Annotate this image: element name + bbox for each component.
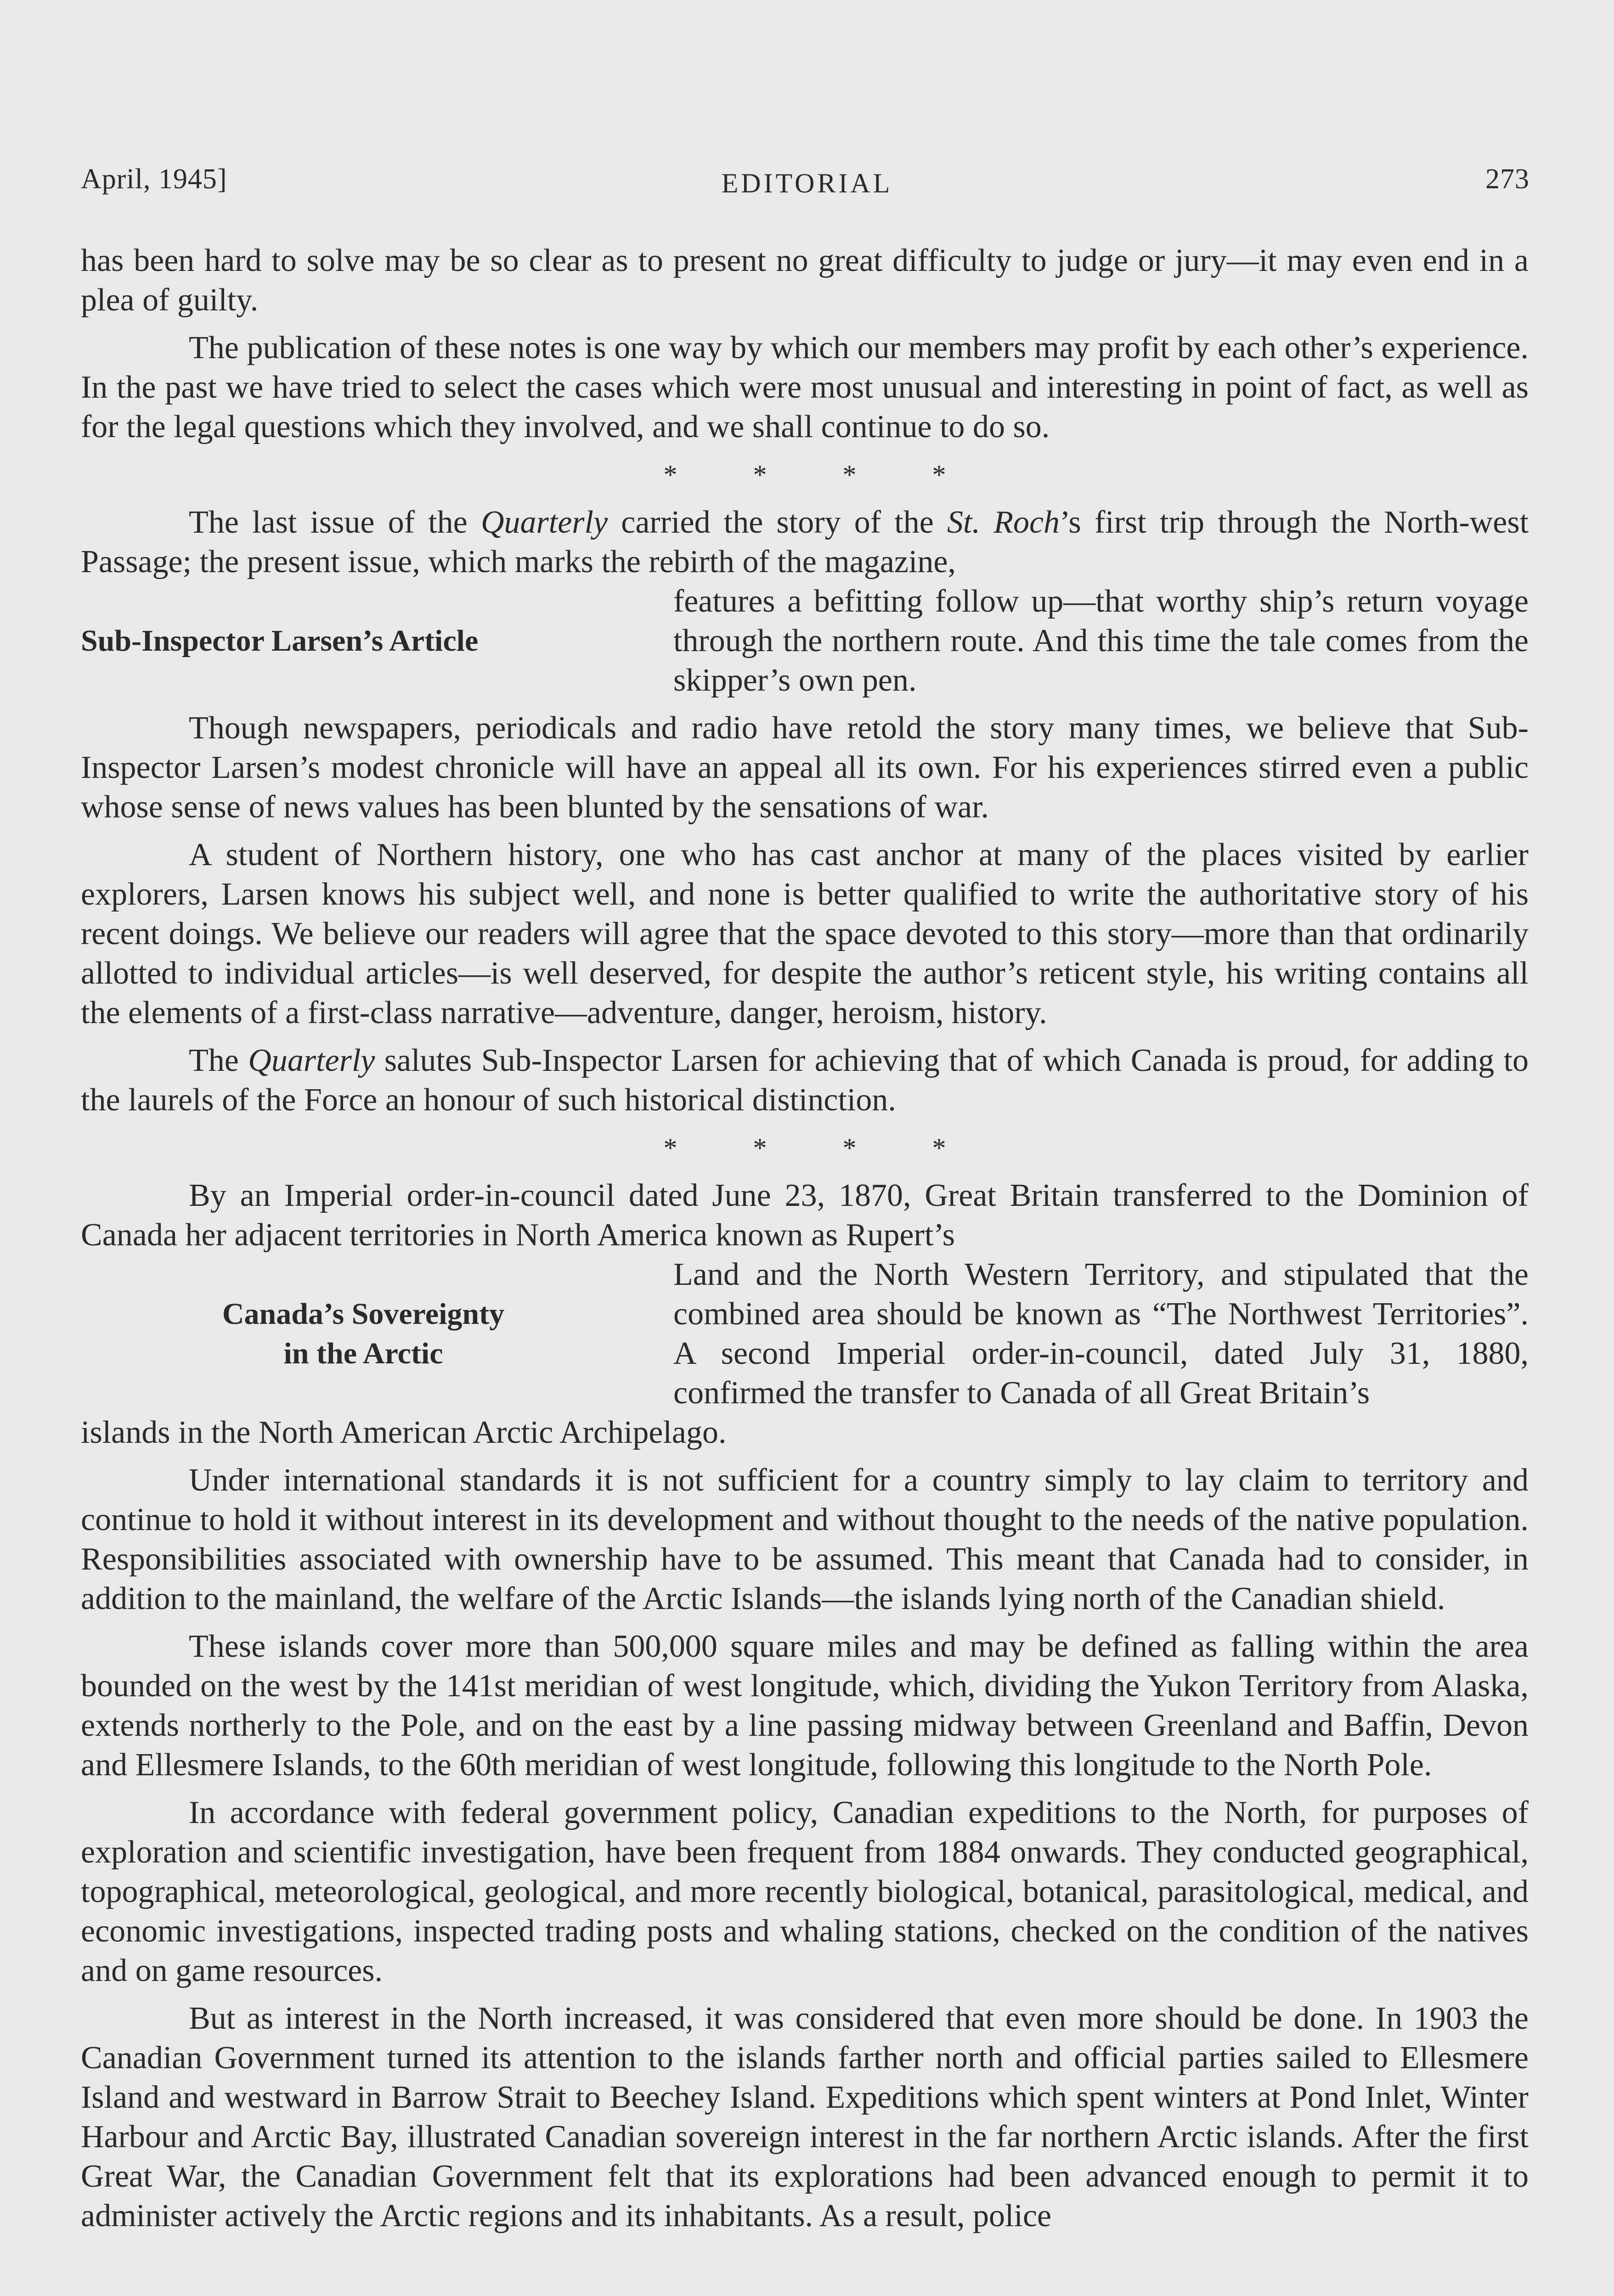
running-header-section: EDITORIAL — [721, 168, 893, 198]
paragraph: But as interest in the North increased, it was considered that even more should be done. In 1903 the Canadian Government turned its attention to the islands farther north and official parties sailed to Ellesmere Island and westward in Barrow Strait to Beechey Island. Expeditions which spent winters at Pond Inlet, Winter Harbour and Arctic Bay, illustrated Canadian sovereign interest in the far northern Arctic islands. After the first Great War, the Canadian Government felt that its explorations had been advanced enough to permit it to administer actively the Arctic regions and its inhabitants. As a result, police — [81, 2001, 1529, 2234]
paragraph: In accordance with federal government policy, Canadian expeditions to the North, for purposes of exploration and scientific investigation, have been frequent from 1884 onwards. They conducted geographical, topographical, meteorological, geological, and more recently biological, botanical, parasitological, medical, and economic investigations, inspected trading posts and whaling stations, checked on the condition of the natives and on game resources. — [81, 1795, 1529, 1988]
publication-title: Quarterly — [248, 1043, 375, 1078]
article-body — [81, 241, 1529, 2244]
text-run: The — [189, 1043, 239, 1078]
page-number: 273 — [1485, 163, 1529, 195]
paragraph — [81, 1041, 1529, 1120]
sidehead-block — [81, 1255, 1529, 1413]
paragraph: has been hard to solve may be so clear as to present no great difficulty to judge or jury—it may even end in a plea of guilty. — [81, 243, 1529, 318]
paragraph: By an Imperial order-in-council dated June 23, 1870, Great Britain transferred to the Dominion of Canada her adjacent territories in North America known as Rupert’s — [81, 1178, 1529, 1253]
text-run: The last issue of the — [189, 505, 468, 540]
paragraph — [81, 503, 1529, 582]
side-heading — [81, 1255, 646, 1373]
paragraph: Though newspapers, periodicals and radio have retold the story many times, we believe that Sub-Inspector Larsen’s modest chronicle will have an appeal all its own. For his experiences stirred even a public whose sense of news values has been blunted by the sensations of war. — [81, 710, 1529, 825]
side-heading-line: in the Arctic — [283, 1337, 443, 1370]
paragraph: These islands cover more than 500,000 square miles and may be defined as falling within the area bounded on the west by the 141st meridian of west longitude, which, dividing the Yukon Territory from Alaska, extends northerly to the Pole, and on the east by a line passing midway between Greenland and Baffin, Devon and Ellesmere Islands, to the 60th meridian of west longitude, following this longitude to the North Pole. — [81, 1629, 1529, 1783]
ship-name: St. Roch — [947, 505, 1060, 540]
paragraph: islands in the North American Arctic Archipelago. — [81, 1415, 727, 1450]
sidehead-block — [81, 582, 1529, 700]
text-run: ’s first trip through the North-west Passage; the present issue, which marks the rebirth of the magazine, — [81, 505, 1529, 580]
text-run: carried the story of the — [621, 505, 934, 540]
side-heading: Sub-Inspector Larsen’s Article — [81, 624, 479, 658]
text-run: salutes Sub-Inspector Larsen for achieving that of which Canada is proud, for adding to the laurels of the Force an honour of such historical distinction. — [81, 1043, 1529, 1118]
publication-title: Quarterly — [480, 505, 608, 540]
section-separator: * * * * — [663, 1133, 946, 1163]
side-column-text: Land and the North Western Territory, and stipulated that the combined area should be known as “The Northwest Territories”. A second Imperial order-in-council, dated July 31, 1880, confirmed the transfer to Canada of all Great Britain’s — [673, 1257, 1529, 1411]
section-separator: * * * * — [663, 460, 946, 490]
running-header-date: April, 1945] — [81, 163, 227, 195]
paragraph: A student of Northern history, one who has cast anchor at many of the places visited by earlier explorers, Larsen knows his subject well, and none is better qualified to write the authoritative story of his recent doings. We believe our readers will agree that the space devoted to this story—more than that ordinarily allotted to individual articles—is well deserved, for despite the author’s reticent style, his writing contains all the elements of a first-class narrative—adventure, danger, heroism, history. — [81, 837, 1529, 1030]
paragraph: Under international standards it is not sufficient for a country simply to lay claim to territory and continue to hold it without interest in its development and without thought to the needs of the native population. Responsibilities associated with ownership have to be assumed. This meant that Canada had to consider, in addition to the mainland, the welfare of the Arctic Islands—the islands lying north of the Canadian shield. — [81, 1463, 1529, 1616]
paragraph: The publication of these notes is one way by which our members may profit by each other’s experience. In the past we have tried to select the cases which were most unusual and interesting in point of fact, as well as for the legal questions which they involved, and we shall continue to do so. — [81, 330, 1529, 445]
side-column-text: features a befitting follow up—that worthy ship’s return voyage through the northern route. And this time the tale comes from the skipper’s own pen. — [673, 584, 1529, 698]
side-heading-line: Canada’s Sovereignty — [222, 1297, 505, 1331]
